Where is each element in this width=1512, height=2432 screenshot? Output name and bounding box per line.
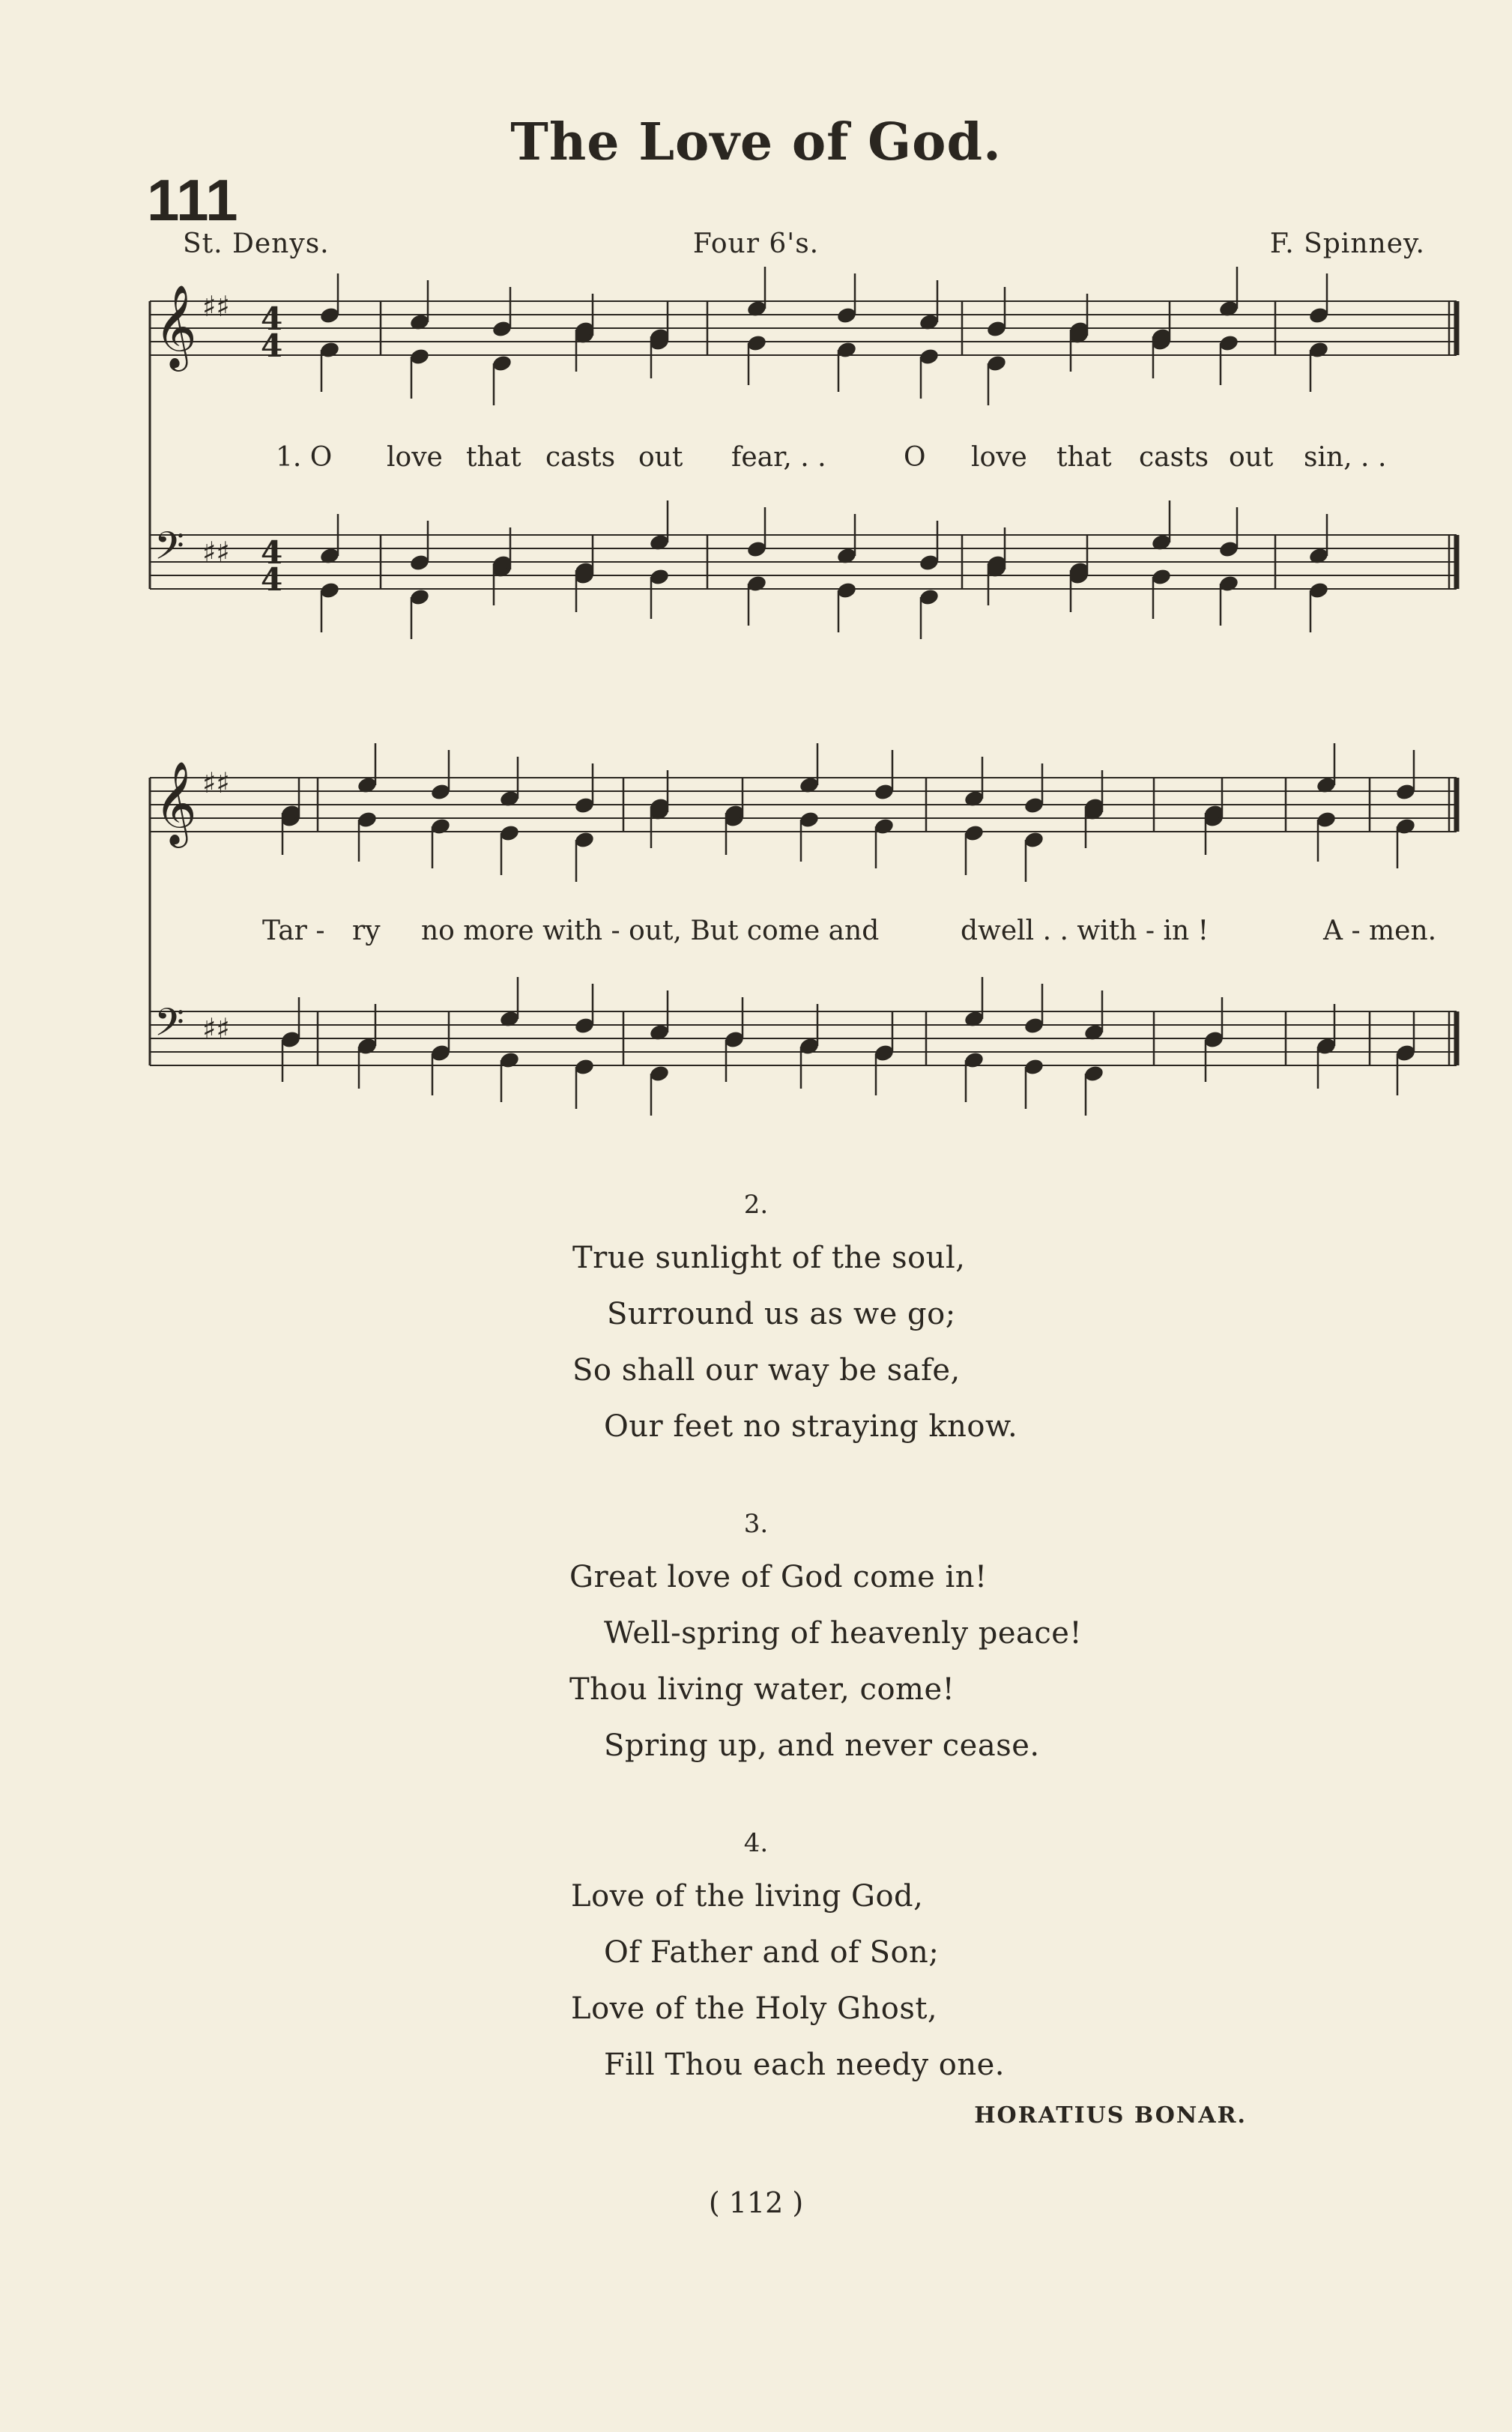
lyric-1-2: love — [387, 442, 443, 473]
time-signature: 4 — [261, 534, 283, 571]
verse-2-line-4: Our feet no straying know. — [604, 1409, 1018, 1444]
verse-3-number: 3. — [743, 1509, 769, 1539]
verse-4-line-3: Love of the Holy Ghost, — [571, 1991, 938, 2026]
time-signature: 4 — [261, 561, 283, 598]
meter: Four 6's. — [692, 229, 820, 259]
lyric-1-1: 1. O — [276, 442, 333, 473]
lyric-1-3: that — [466, 442, 521, 473]
verse-2-number: 2. — [743, 1190, 769, 1220]
key-signature: ♯♯ — [202, 766, 230, 799]
lyric-1-5: out — [638, 442, 683, 473]
lyric-1-6: fear, . . — [731, 442, 826, 473]
verse-2-line-1: True sunlight of the soul, — [572, 1241, 966, 1275]
treble-clef: 𝄞 — [154, 760, 197, 844]
lyric-2-2: ry — [352, 916, 381, 946]
bass-clef: 𝄢 — [154, 523, 184, 578]
time-signature: 4 — [261, 327, 283, 364]
verse-3-line-2: Well-spring of heavenly peace! — [604, 1616, 1083, 1651]
key-signature: ♯♯ — [202, 1012, 230, 1045]
lyric-1-9: that — [1056, 442, 1112, 473]
time-signature: 4 — [261, 300, 283, 337]
lyric-1-10: casts — [1139, 442, 1209, 473]
lyric-1-11: out — [1229, 442, 1274, 473]
hymn-number: 111 — [147, 167, 238, 233]
composer: F. Spinney. — [1269, 229, 1425, 259]
music-score — [0, 0, 1512, 1169]
verse-4-line-1: Love of the living God, — [571, 1879, 924, 1914]
bass-clef: 𝄢 — [154, 999, 184, 1054]
lyric-1-4: casts — [545, 442, 616, 473]
author-credit: HORATIUS BONAR. — [974, 2102, 1247, 2129]
hymn-title: The Love of God. — [510, 112, 1002, 172]
verse-3-line-4: Spring up, and never cease. — [604, 1728, 1040, 1763]
lyric-2-1: Tar - — [262, 916, 325, 946]
lyric-1-7: O — [904, 442, 926, 473]
lyric-2-4: dwell . . with - in ! — [961, 916, 1209, 946]
treble-clef: 𝄞 — [154, 284, 197, 368]
verse-2-line-3: So shall our way be safe, — [572, 1353, 961, 1388]
lyric-2-5: A - men. — [1323, 916, 1437, 946]
page-number: ( 112 ) — [708, 2186, 804, 2219]
tune-name: St. Denys. — [183, 229, 330, 259]
verse-2-line-2: Surround us as we go; — [607, 1297, 956, 1331]
verse-4-number: 4. — [743, 1828, 769, 1858]
lyric-1-8: love — [971, 442, 1027, 473]
verse-4-line-2: Of Father and of Son; — [604, 1935, 940, 1970]
lyric-1-12: sin, . . — [1304, 442, 1387, 473]
lyric-2-3: no more with - out, But come and — [421, 916, 880, 946]
key-signature: ♯♯ — [202, 290, 230, 323]
verse-4-line-4: Fill Thou each needy one. — [604, 2048, 1005, 2082]
key-signature: ♯♯ — [202, 536, 230, 569]
verse-3-line-1: Great love of God come in! — [569, 1560, 988, 1594]
verse-3-line-3: Thou living water, come! — [569, 1672, 955, 1707]
